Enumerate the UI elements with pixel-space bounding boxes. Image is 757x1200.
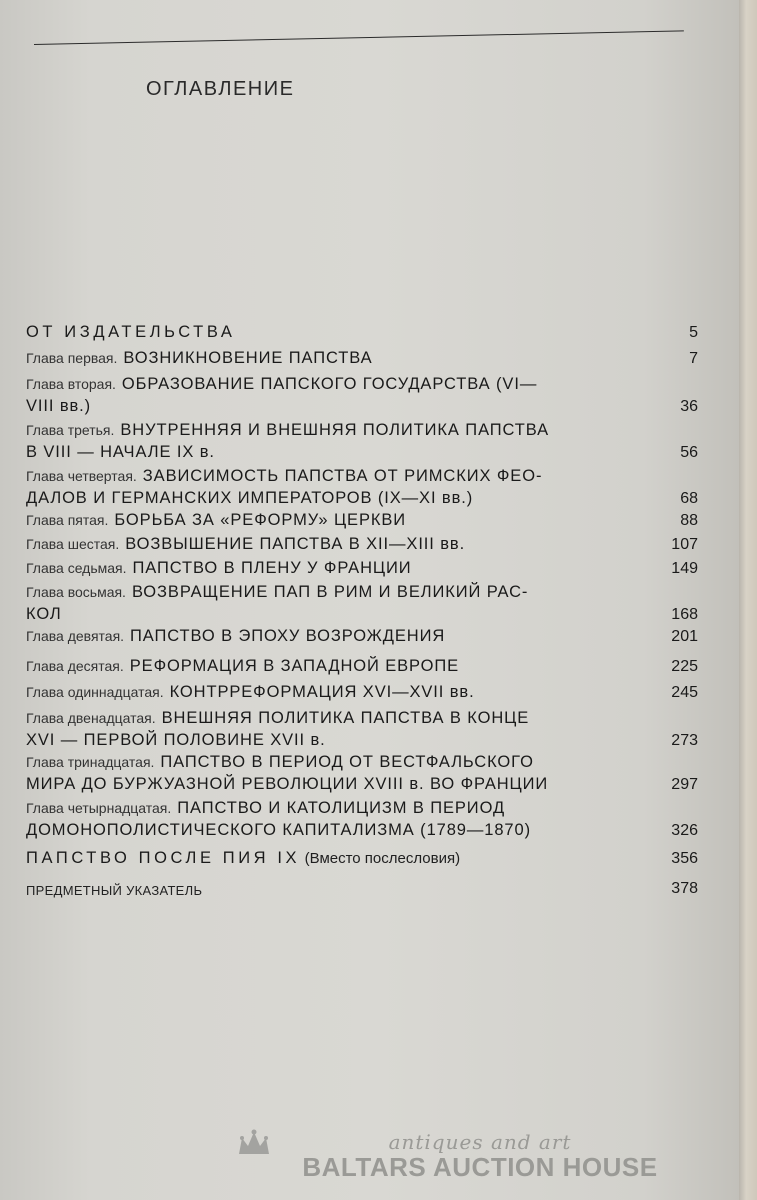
toc-entry-page: 273: [671, 732, 698, 749]
toc-entry-title: ПРЕДМЕТНЫЙ УКАЗАТЕЛЬ: [26, 883, 203, 898]
toc-entry-title: ПАПСТВО ПОСЛЕ ПИЯ IX: [26, 849, 301, 867]
toc-entry-title: ВОЗВЫШЕНИЕ ПАПСТВА В XII—XIII вв.: [125, 535, 466, 553]
toc-entry-page: 225: [671, 658, 698, 675]
toc-entry-label: Глава первая.: [26, 350, 118, 366]
toc-entry-page: 168: [671, 606, 698, 623]
toc-entry-note: (Вместо послесловия): [304, 850, 461, 867]
watermark: [270, 1130, 690, 1183]
toc-entry-chapter-2: [26, 372, 698, 416]
toc-entry-chapter-1: [26, 346, 698, 368]
toc-entry-page: 88: [680, 512, 698, 529]
toc-entry-foreword: [26, 320, 698, 342]
toc-entry-page: 149: [671, 560, 698, 577]
toc-entry-label: Глава девятая.: [26, 628, 125, 644]
toc-entry-page: 107: [671, 536, 698, 553]
toc-entry-chapter-8: [26, 580, 698, 624]
toc-entry-chapter-14: [26, 796, 698, 840]
toc-entry-page: 56: [680, 444, 698, 461]
toc-entry-title: ПАПСТВО В ЭПОХУ ВОЗРОЖДЕНИЯ: [130, 627, 446, 645]
toc-entry-label: Глава пятая.: [26, 512, 109, 528]
toc-entry-label: Глава тринадцатая.: [26, 754, 155, 770]
toc-entry-chapter-9: [26, 624, 698, 646]
toc-entry-title: ВОЗВРАЩЕНИЕ ПАП В РИМ И ВЕЛИКИЙ РАС-: [131, 583, 529, 601]
page-edge: [739, 0, 757, 1200]
toc-entry-page: 378: [671, 880, 698, 897]
toc-entry-chapter-6: [26, 532, 698, 554]
toc-entry-chapter-13: [26, 750, 698, 794]
toc-entry-title-cont: XVI — ПЕРВОЙ ПОЛОВИНЕ XVII в.: [26, 731, 326, 749]
toc-entry-title: ОБРАЗОВАНИЕ ПАПСКОГО ГОСУДАРСТВА (VI—: [121, 375, 538, 393]
toc-entry-title-cont: ДОМОНОПОЛИСТИЧЕСКОГО КАПИТАЛИЗМА (1789—1870): [26, 821, 531, 839]
toc-entry-label: Глава шестая.: [26, 536, 120, 552]
toc-entry-label: Глава третья.: [26, 422, 115, 438]
toc-entry-chapter-4: [26, 464, 698, 508]
toc-entry-page: 326: [671, 822, 698, 839]
toc-entry-title-cont: VIII вв.): [26, 397, 92, 415]
toc-entry-title: ПАПСТВО В ПЛЕНУ У ФРАНЦИИ: [132, 559, 412, 577]
toc-entry-title: ВНУТРЕННЯЯ И ВНЕШНЯЯ ПОЛИТИКА ПАПСТВА: [120, 421, 550, 439]
toc-entry-page: 5: [689, 324, 698, 341]
toc-entry-afterword: [26, 846, 698, 868]
toc-entry-page: 297: [671, 776, 698, 793]
toc-entry-title: ОТ ИЗДАТЕЛЬСТВА: [26, 323, 236, 341]
toc-entry-chapter-5: [26, 508, 698, 530]
toc-entry-label: Глава четвертая.: [26, 468, 137, 484]
top-rule: [34, 30, 684, 45]
toc-entry-title: ВНЕШНЯЯ ПОЛИТИКА ПАПСТВА В КОНЦЕ: [161, 709, 530, 727]
crown-logo-icon: [236, 1128, 272, 1158]
toc-entry-title: РЕФОРМАЦИЯ В ЗАПАДНОЙ ЕВРОПЕ: [129, 657, 459, 675]
toc-entry-chapter-10: [26, 654, 698, 676]
toc-entry-label: Глава десятая.: [26, 658, 124, 674]
toc-entry-label: Глава одиннадцатая.: [26, 684, 164, 700]
toc-entry-label: Глава восьмая.: [26, 584, 126, 600]
toc-entry-title: КОНТРРЕФОРМАЦИЯ XVI—XVII вв.: [169, 683, 475, 701]
toc-entry-page: 36: [680, 398, 698, 415]
toc-entry-index: [26, 876, 698, 898]
toc-entry-title-cont: ДАЛОВ И ГЕРМАНСКИХ ИМПЕРАТОРОВ (IX—XI вв.): [26, 489, 474, 507]
toc-entry-page: 245: [671, 684, 698, 701]
watermark-tagline: antiques and art: [388, 1130, 572, 1154]
toc-entry-title-cont: МИРА ДО БУРЖУАЗНОЙ РЕВОЛЮЦИИ XVIII в. ВО ФРАНЦИИ: [26, 775, 549, 793]
page-title: ОГЛАВЛЕНИЕ: [146, 78, 295, 100]
toc-entry-title-cont: В VIII — НАЧАЛЕ IX в.: [26, 443, 215, 461]
toc-entry-title: ПАПСТВО В ПЕРИОД ОТ ВЕСТФАЛЬСКОГО: [160, 753, 534, 771]
toc-entry-label: Глава четырнадцатая.: [26, 800, 172, 816]
toc-entry-label: Глава двенадцатая.: [26, 710, 156, 726]
toc-entry-page: 68: [680, 490, 698, 507]
toc-entry-title-cont: КОЛ: [26, 605, 62, 623]
toc-entry-title: БОРЬБА ЗА «РЕФОРМУ» ЦЕРКВИ: [114, 511, 407, 529]
toc-entry-chapter-3: [26, 418, 698, 462]
toc-entry-title: ПАПСТВО И КАТОЛИЦИЗМ В ПЕРИОД: [177, 799, 506, 817]
toc-entry-chapter-12: [26, 706, 698, 750]
watermark-brand: BALTARS AUCTION HOUSE: [302, 1152, 658, 1182]
toc-entry-label: Глава седьмая.: [26, 560, 127, 576]
toc-entry-page: 7: [689, 350, 698, 367]
toc-entry-chapter-11: [26, 680, 698, 702]
toc-entry-page: 201: [671, 628, 698, 645]
toc-entry-page: 356: [671, 850, 698, 867]
toc-entry-label: Глава вторая.: [26, 376, 116, 392]
toc-entry-title: ВОЗНИКНОВЕНИЕ ПАПСТВА: [123, 349, 373, 367]
toc-entry-chapter-7: [26, 556, 698, 578]
toc-entry-title: ЗАВИСИМОСТЬ ПАПСТВА ОТ РИМСКИХ ФЕО-: [142, 467, 543, 485]
